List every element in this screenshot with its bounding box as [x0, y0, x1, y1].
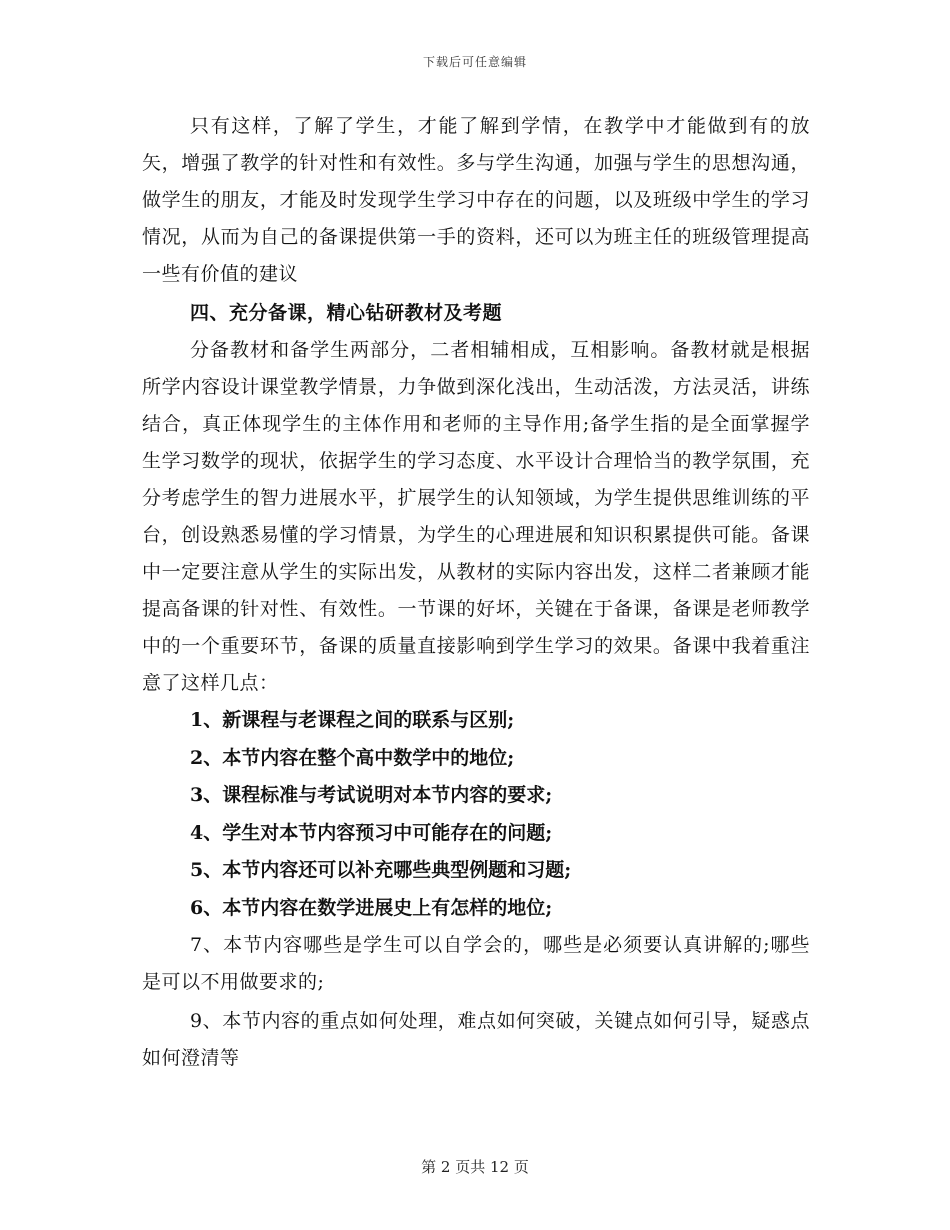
- list-item: 1、新课程与老课程之间的联系与区别;: [190, 709, 515, 731]
- list-item: 3、课程标准与考试说明对本节内容的要求;: [190, 784, 553, 806]
- page-header: 下载后可任意编辑: [422, 55, 527, 69]
- list-item: 4、学生对本节内容预习中可能存在的问题;: [190, 821, 553, 844]
- paragraph-item-7: 7、本节内容哪些是学生可以自学会的，哪些是必须要认真讲解的;哪些是可以不用做要求的;: [142, 934, 810, 993]
- section-heading: 四、充分备课，精心钻研教材及考题: [190, 302, 503, 324]
- list-item: 6、本节内容在数学进展史上有怎样的地位;: [190, 896, 553, 919]
- key-points-list: [142, 702, 810, 927]
- paragraph-lesson-preparation: 分备教材和备学生两部分，二者相辅相成，互相影响。备教材就是根据所学内容设计课堂教学情景，力争做到深化浅出，生动活泼，方法灵活，讲练结合，真正体现学生的主体作用和老师的主导作用;备学生指的是全面掌握学生学习数学的现状，依据学生的学习态度、水平设计合理恰当的教学氛围，充分考虑学生的智力进展水平，扩展学生的认知领域，为学生提供思维训练的平台，创设熟悉易懂的学习情景，为学生的心理进展和知识积累提供可能。备课中一定要注意从学生的实际出发，从教材的实际内容出发，这样二者兼顾才能提高备课的针对性、有效性。一节课的好坏，关键在于备课，备课是老师教学中的一个重要环节，备课的质量直接影响到学生学习的效果。备课中我着重注意了这样几点：: [142, 339, 810, 694]
- page-footer: 第 2 页共 12 页: [421, 1158, 529, 1176]
- list-item: 2、本节内容在整个高中数学中的地位;: [190, 746, 515, 769]
- list-item: 5、本节内容还可以补充哪些典型例题和习题;: [190, 859, 572, 881]
- paragraph-item-9: 9、本节内容的重点如何处理，难点如何突破，关键点如何引导，疑惑点如何澄清等: [142, 1010, 810, 1069]
- paragraph-understanding-students: 只有这样，了解了学生，才能了解到学情，在教学中才能做到有的放矢，增强了教学的针对性和有效性。多与学生沟通，加强与学生的思想沟通，做学生的朋友，才能及时发现学生学习中存在的问题，以及班级中学生的学习情况，从而为自己的备课提供第一手的资料，还可以为班主任的班级管理提高一些有价值的建议: [142, 115, 810, 285]
- document-body: [142, 108, 810, 1077]
